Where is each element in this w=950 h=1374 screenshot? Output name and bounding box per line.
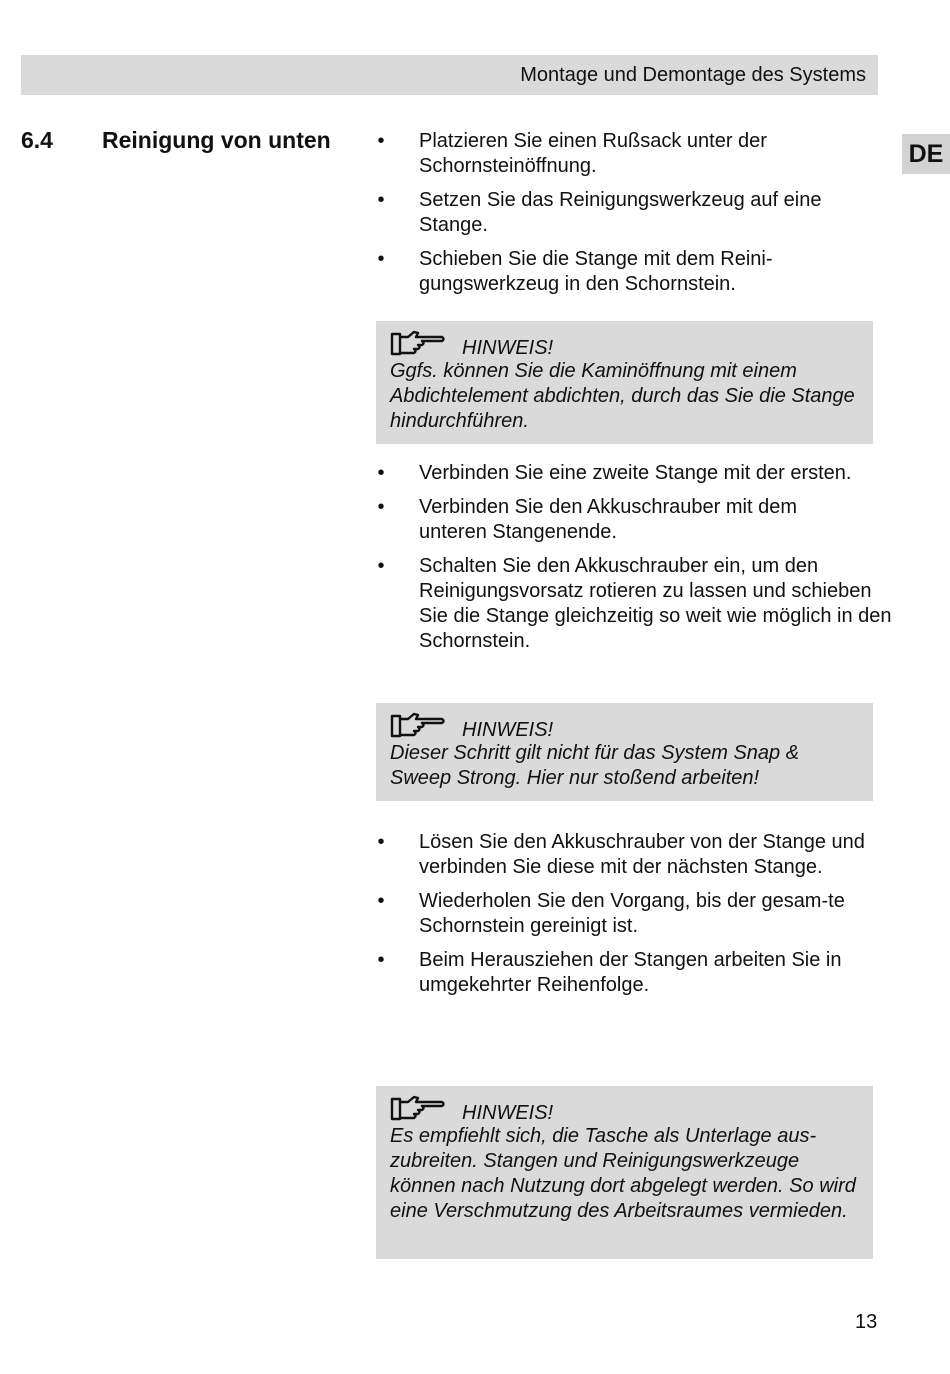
list-item xyxy=(376,188,869,238)
list-item-text: Beim Herausziehen der Stangen arbeiten Sie in umgekehrter Reihenfolge. xyxy=(419,949,842,996)
bullet-dot: • xyxy=(377,831,385,853)
section-title: Reinigung von unten xyxy=(102,127,331,153)
list-item xyxy=(376,461,859,486)
note-header xyxy=(390,1094,859,1124)
bullet-dot: • xyxy=(377,496,385,518)
bullet-dot: • xyxy=(377,189,385,211)
page-number: 13 xyxy=(855,1311,878,1333)
bullet-dot: • xyxy=(377,462,385,484)
bullet-dot: • xyxy=(377,555,385,577)
list-item xyxy=(376,948,879,998)
note-label: HINWEIS! xyxy=(462,1102,554,1124)
list-item xyxy=(376,830,869,880)
list-item-text: Setzen Sie das Reinigungswerkzeug auf eine Stange. xyxy=(419,189,822,236)
bullet-dot: • xyxy=(377,130,385,152)
bullet-dot: • xyxy=(377,890,385,912)
section-number: 6.4 xyxy=(21,127,53,153)
note-label: HINWEIS! xyxy=(462,337,554,359)
note-box xyxy=(376,703,873,801)
note-box xyxy=(376,1086,873,1259)
list-item-text: Wiederholen Sie den Vorgang, bis der gesam-te Schornstein gereinigt ist. xyxy=(419,890,845,937)
list-item-text: Schalten Sie den Akkuschrauber ein, um den Reinigungsvorsatz rotieren zu lassen und schieben Sie die Stange gleichzeitig so weit wie möglich in den Schornstein. xyxy=(419,555,892,652)
list-item xyxy=(376,554,899,654)
list-item xyxy=(376,889,879,939)
bullet-list-3 xyxy=(376,830,876,1007)
list-item xyxy=(376,129,859,179)
language-tab: DE xyxy=(902,134,950,174)
list-item-text: Schieben Sie die Stange mit dem Reini-gungswerkzeug in den Schornstein. xyxy=(419,248,773,295)
bullet-list-2 xyxy=(376,461,892,663)
pointing-hand-icon xyxy=(390,329,446,359)
note-header xyxy=(390,329,859,359)
note-header xyxy=(390,711,859,741)
bullet-list-1 xyxy=(376,129,876,306)
list-item xyxy=(376,247,859,297)
note-box xyxy=(376,321,873,444)
header-title: Montage und Demontage des Systems xyxy=(520,64,866,86)
header-bar xyxy=(21,55,878,95)
list-item-text: Lösen Sie den Akkuschrauber von der Stange und verbinden Sie diese mit der nächsten Stange. xyxy=(419,831,865,878)
note-text: Ggfs. können Sie die Kaminöffnung mit einem Abdichtelement abdichten, durch das Sie die Stange hindurchführen. xyxy=(390,360,855,432)
note-text: Dieser Schritt gilt nicht für das System Snap & Sweep Strong. Hier nur stoßend arbeiten! xyxy=(390,742,800,789)
list-item-text: Platzieren Sie einen Rußsack unter der Schornsteinöffnung. xyxy=(419,130,767,177)
pointing-hand-icon xyxy=(390,1094,446,1124)
list-item-text: Verbinden Sie den Akkuschrauber mit dem unteren Stangenende. xyxy=(419,496,797,543)
pointing-hand-icon xyxy=(390,711,446,741)
list-item xyxy=(376,495,859,545)
list-item-text: Verbinden Sie eine zweite Stange mit der ersten. xyxy=(419,462,852,484)
note-text: Es empfiehlt sich, die Tasche als Unterlage aus-zubreiten. Stangen und Reinigungswerkzeuge können nach Nutzung dort abgelegt werden. So wird eine Verschmutzung des Arbeitsraumes vermieden. xyxy=(390,1125,856,1222)
note-label: HINWEIS! xyxy=(462,719,554,741)
bullet-dot: • xyxy=(377,248,385,270)
bullet-dot: • xyxy=(377,949,385,971)
